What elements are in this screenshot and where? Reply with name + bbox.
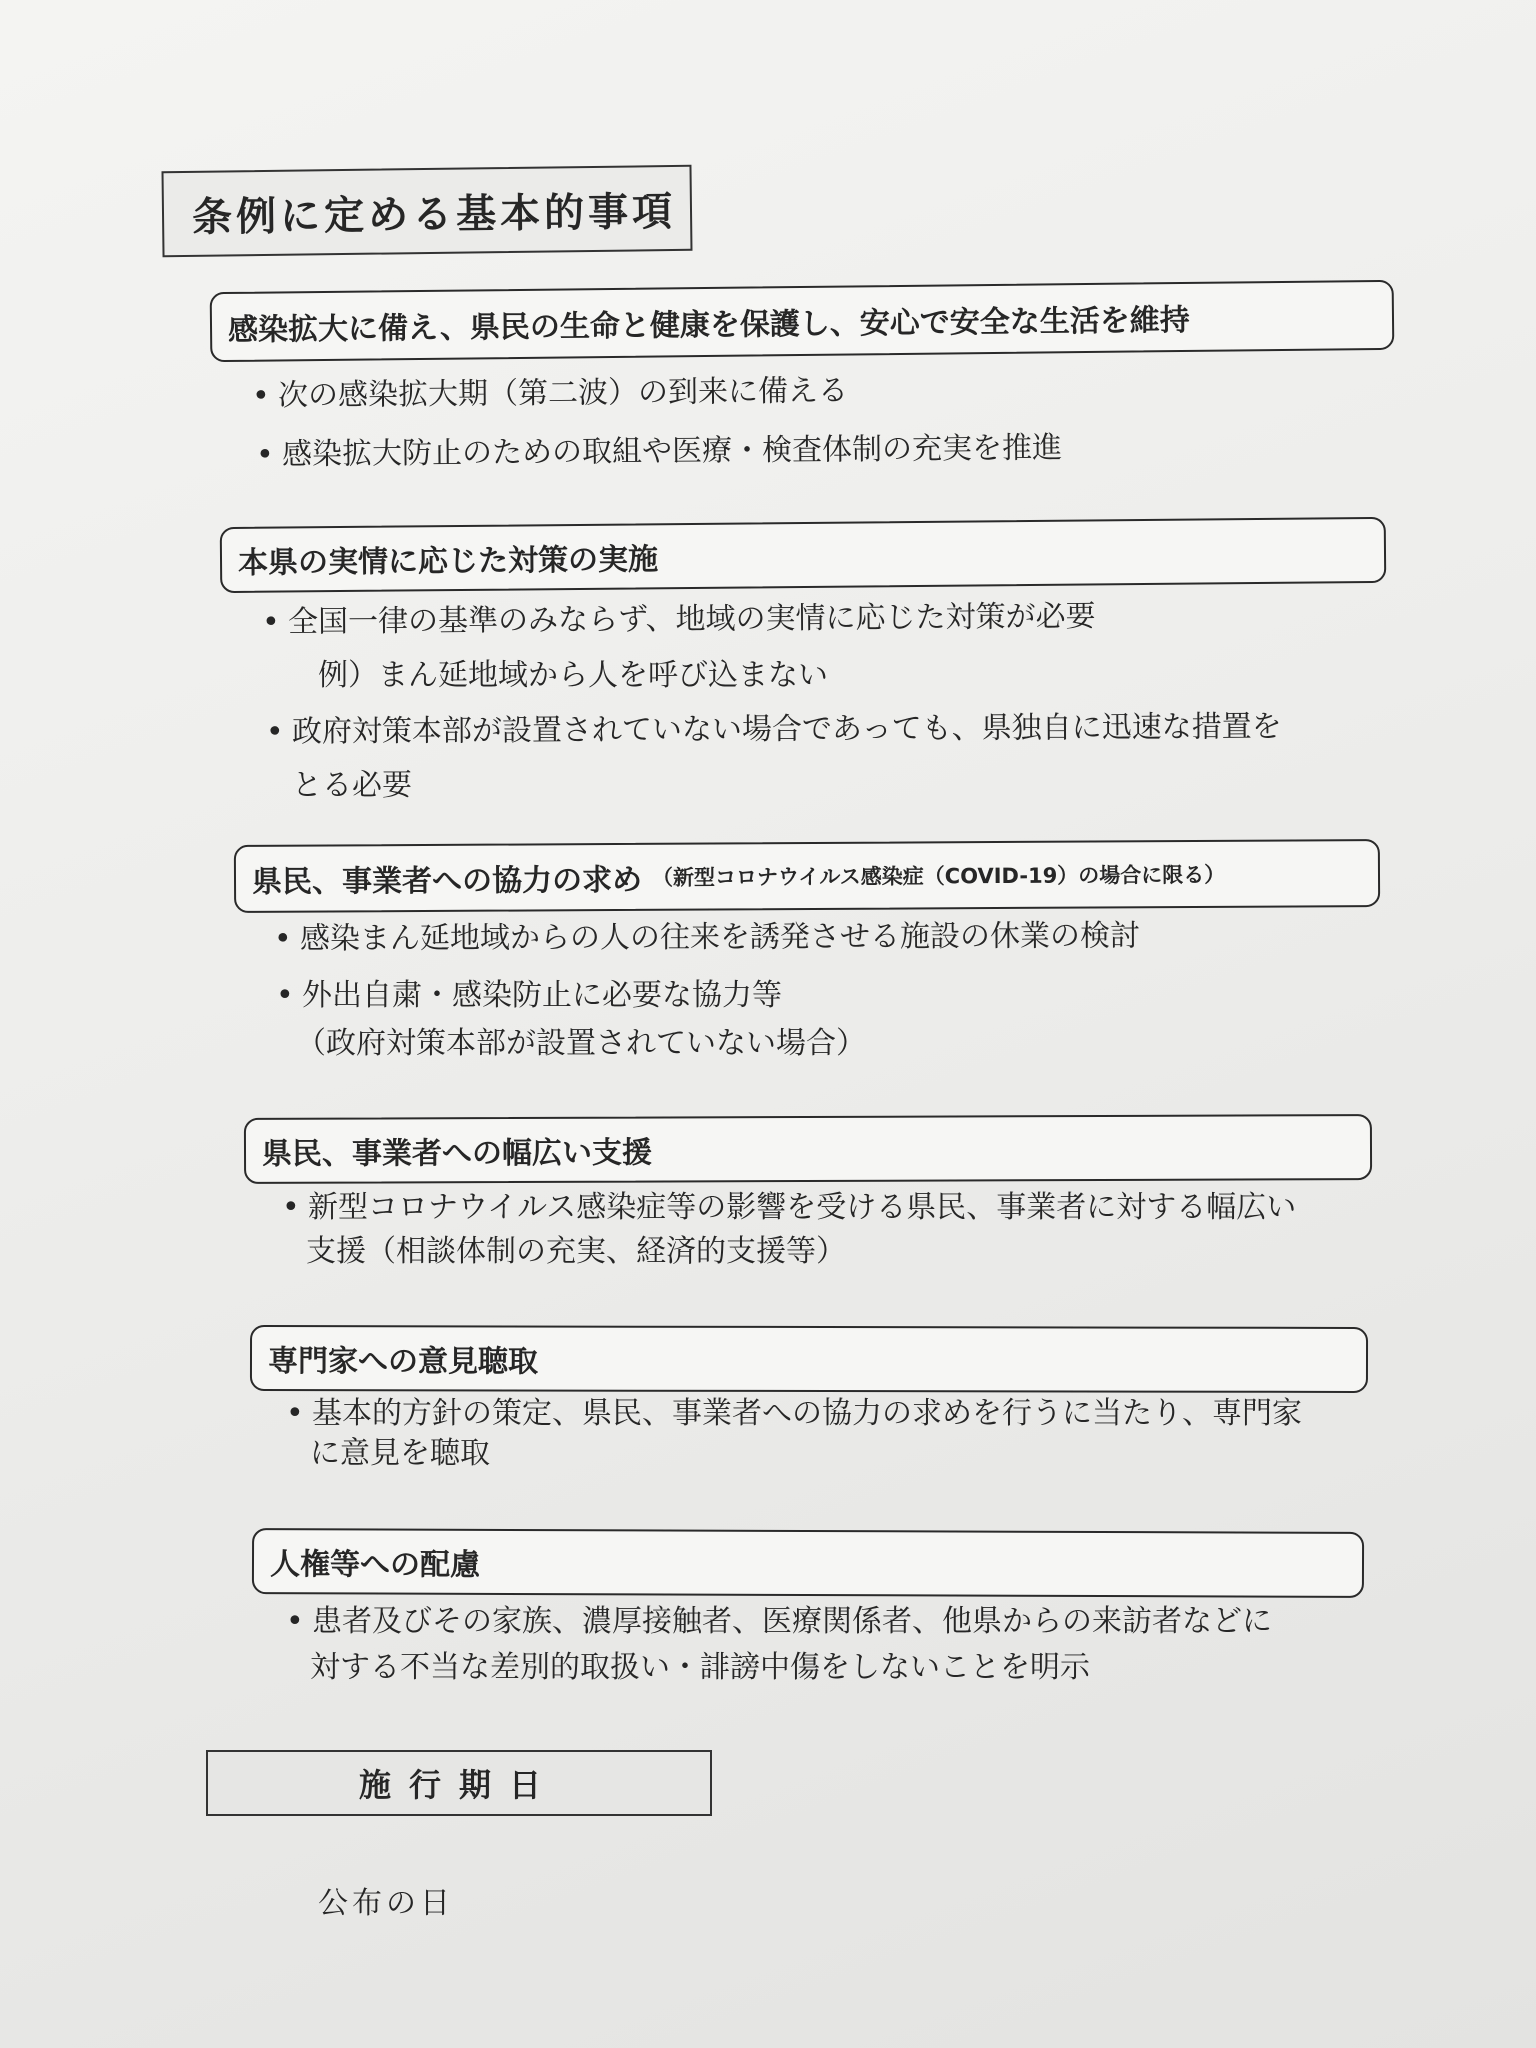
section-header-human-rights [252,1528,1364,1598]
bullet-dot: • [273,921,292,957]
bullet-dot: • [276,978,294,1013]
main-title: 条例に定める基本的事項 [161,165,692,257]
bullet-item [256,420,1062,483]
bullet-text: 感染まん延地域からの人の往来を誘発させる施設の休業の検討 [299,918,1141,957]
bullet-item [266,699,1282,760]
continuation-text: に意見を聴取 [310,1436,490,1471]
bullet-item [262,589,1096,651]
continuation-text: （政府対策本部が設置されていない場合） [296,1026,866,1061]
bullet-text: 新型コロナウイルス感染症等の影響を受ける県民、事業者に対する幅広い [308,1190,1297,1225]
continuation-text: とる必要 [292,768,412,803]
bullet-dot: • [251,378,270,414]
bullet-text: 外出自粛・感染防止に必要な協力等 [302,978,782,1013]
effective-date-value: 公布の日 [318,1886,454,1921]
section-header-text: 県民、事業者への幅広い支援 [261,1135,653,1172]
section-header-text: 本県の実情に応じた対策の実施 [237,542,659,581]
section-header-infection-prevention [210,280,1395,362]
continuation-text: 例）まん延地域から人を呼び込まない [318,658,828,693]
bullet-dot: • [282,1190,300,1225]
section-header-expert-opinion [250,1325,1368,1393]
section-header-broad-support [244,1114,1372,1184]
continuation-text: 支援（相談体制の充実、経済的支援等） [306,1234,846,1269]
bullet-text: 全国一律の基準のみならず、地域の実情に応じた対策が必要 [287,599,1096,640]
bullet-dot: • [286,1396,304,1431]
bullet-text: 政府対策本部が設置されていない場合であっても、県独自に迅速な措置を [291,709,1282,750]
section-header-text: 専門家への意見聴取 [267,1344,539,1380]
bullet-text: 感染拡大防止のための取組や医療・検査体制の充実を推進 [281,430,1063,473]
bullet-dot: • [286,1604,304,1639]
bullet-item [274,908,1140,967]
bullet-text: 次の感染拡大期（第二波）の到来に備える [277,373,849,414]
bullet-dot: • [265,714,284,750]
effective-date-label: 施行期日 [206,1750,712,1816]
bullet-dot: • [255,437,274,473]
bullet-item [252,363,848,424]
section-header-local-measures [220,517,1387,593]
section-header-note: （新型コロナウイルス感染症（COVID-19）の場合に限る） [651,862,1226,890]
section-header-text: 県民、事業者への協力の求め [251,862,643,900]
bullet-dot: • [261,604,280,640]
bullet-text: 患者及びその家族、濃厚接触者、医療関係者、他県からの来訪者などに [312,1604,1272,1639]
section-header-text: 感染拡大に備え、県民の生命と健康を保護し、安心で安全な生活を維持 [227,302,1191,349]
bullet-text: 基本的方針の策定、県民、事業者への協力の求めを行うに当たり、専門家 [312,1396,1302,1431]
continuation-text: 対する不当な差別的取扱い・誹謗中傷をしないことを明示 [310,1650,1090,1685]
section-header-text: 人権等への配慮 [269,1547,481,1583]
section-header-cooperation-request [234,839,1380,913]
